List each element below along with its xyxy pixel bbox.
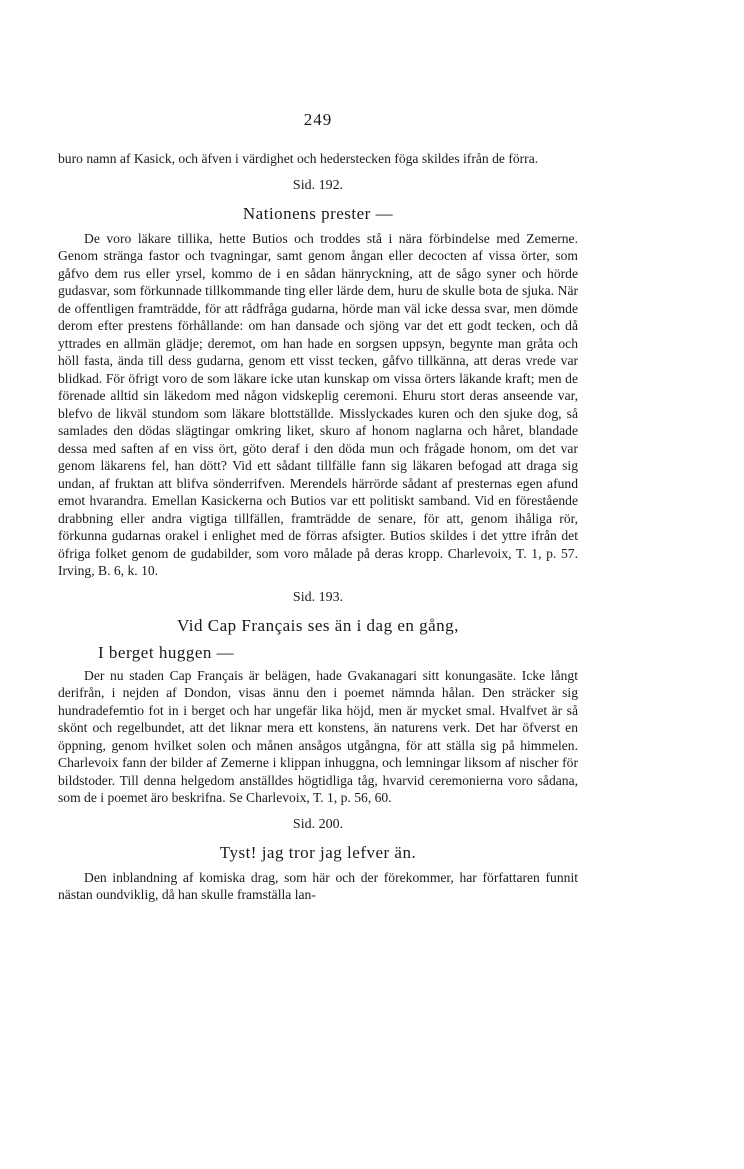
page-reference: Sid. 200. <box>292 816 344 832</box>
quoted-verse: Tyst! jag tror jag lefver än. <box>219 842 417 862</box>
note-paragraph: Der nu staden Cap Français är belägen, hade Gvakanagari sitt konungasäte. Icke långt derifrån, i nejden af Dondon, visas ännu den i poemet nämnda hålan. Den sträcker sig hundradefemtio fot in i berget och har ungefär lika höjd, men är mycket smal. Hvalfvet är så skönt och regelbundet, att det liknar mera ett konstens, än naturens verk. Det har öfverst en öppning, genom hvilket solen och månen ansågos utgångna, för att ställa sig på himmelen. Charlevoix fann der bilder af Zemerne i klippan inhuggna, och lemningar liksom af nischer för bildstoder. Till denna helgedom anställdes högtidliga tåg, hvarvid ceremonierna voro sådana, som de i poemet äro beskrifna. Se Charlevoix, T. 1, p. 56, 60. <box>58 667 578 805</box>
opening-paragraph: buro namn af Kasick, och äfven i värdighet och hederstecken föga skildes ifrån de förra. <box>58 151 539 166</box>
page-number: 249 <box>303 110 333 129</box>
quoted-verse: Vid Cap Français ses än i dag en gång, <box>177 615 459 635</box>
quoted-verse: Nationens prester — <box>242 203 394 223</box>
page-reference: Sid. 193. <box>292 589 344 605</box>
note-section <box>58 177 578 580</box>
note-paragraph: Den inblandning af komiska drag, som här och der förekommer, har författaren funnit nästan oundviklig, då han skulle framställa lan- <box>58 869 578 902</box>
note-paragraph: De voro läkare tillika, hette Butios och troddes stå i nära förbindelse med Zemerne. Genom stränga fastor och tvagningar, samt genom ångan eller decocten af vissa örter, som gåfvo dem rus eller yrsel, kommo de i en sådan hänryckning, att de sågo syner och hörde gudasvar, som förkunnade tillkommande ting eller lärde dem, huru de skulle bota de sjuka. När de offentligen framträdde, för att rådfråga gudarna, hörde man väl icke dessa svar, men dömde derom efter prestens förhållande: om han dansade och sjöng var det ett godt tecken, och då yttrades en allmän glädje; deremot, om han hade en sorgsen uppsyn, begynte man gråta och höll fasta, ända till dess gudarna, genom ett visst tecken, gåfvo tillkänna, att deras vrede var blidkad. För öfrigt voro de som läkare icke utan kunskap om vissa örters läkande kraft; men de förenade alltid sin läkedom med någon vidskeplig ceremoni. Ehuru stort deras anseende var, blefvo de likväl stundom som läkare blottställde. Misslyckades kuren och den sjuke dog, så samlades den dödas slägtingar omkring liket, skuro af honom naglarna och håret, blandade dessa med saften af en viss ört, göto deraf i den döda mun och frågade honom, om det var genom läkarens fel, han dött? Vid ett sådant tillfälle fann sig läkaren befogad att draga sig undan, af fruktan att blifva sönderrifven. Merendels härrörde sådant af presternas egen afund emot hvarandra. Emellan Kasickerna och Butios var ett politiskt samband. Vid en förestående drabbning eller andra vigtiga tillfällen, framträdde de senare, för att, genom ihåliga rör, förkunna gudarnas orakel i enlighet med de förras afsigter. Butios skildes i det yttre ifrån det öfriga folket genom de gudabilder, som voro målade på deras kropp. Charlevoix, T. 1, p. 57. Irving, B. 6, k. 10. <box>58 230 578 578</box>
note-section <box>58 589 578 807</box>
book-page <box>58 110 578 904</box>
note-section <box>58 816 578 904</box>
page-reference: Sid. 192. <box>292 177 344 193</box>
quoted-verse: I berget huggen — <box>98 642 235 662</box>
